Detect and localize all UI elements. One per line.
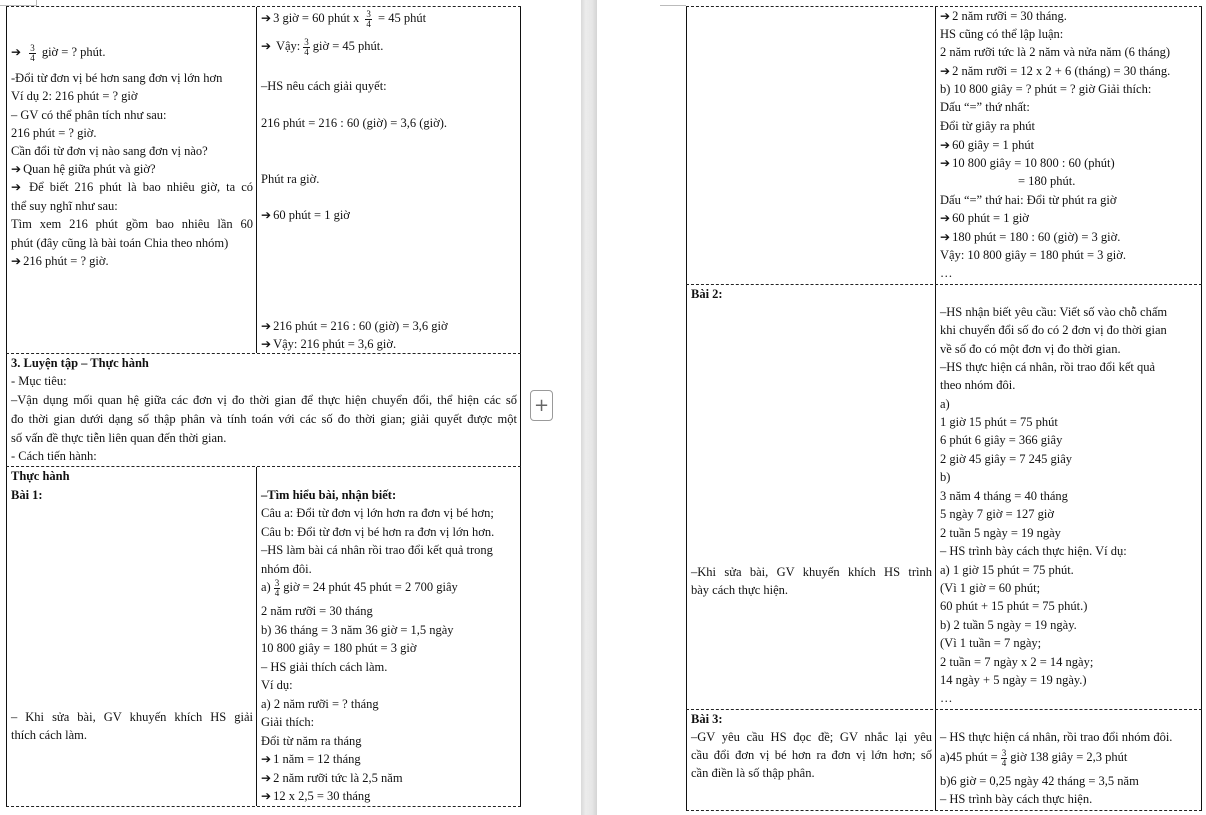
arrow-icon: ➔ [261, 789, 272, 803]
text-line: Ví dụ 2: 216 phút = ? giờ [11, 89, 138, 103]
exercise-title: Bài 2: [691, 287, 723, 301]
text-line: 2 tuần 5 ngày = 19 ngày [940, 526, 1061, 540]
teacher-activity-cell [686, 710, 935, 810]
text-line: 60 phút + 15 phút = 75 phút.) [940, 599, 1088, 613]
page-separator [581, 0, 597, 815]
text-line: nhóm đôi. [261, 562, 312, 576]
text-line: cầu đổi đơn vị bé hơn ra đơn vị lớn hơn; số [691, 748, 932, 762]
heading: Thực hành [11, 469, 70, 483]
text-line: 10 800 giây = 180 phút = 3 giờ [261, 641, 417, 655]
text-line: 14 ngày + 5 ngày = 19 ngày.) [940, 673, 1087, 687]
text-line: b) 36 tháng = 3 năm 36 giờ = 1,5 ngày [261, 623, 454, 637]
text-line: … [940, 691, 953, 705]
arrow-icon: ➔ [261, 337, 272, 351]
teacher-activity-cell [686, 285, 935, 709]
student-activity-cell [256, 7, 521, 353]
text-line: ➔ 2 năm rưỡi = 12 x 2 + 6 (tháng) = 30 tháng. [940, 64, 1171, 78]
text-line: – HS trình bày cách thực hiện. [940, 792, 1093, 806]
table-row-bai-1 [6, 466, 521, 807]
text-line: –Vận dụng mối quan hệ giữa các đơn vị đo thời gian để thực hiện chuyển đổi, thể hiện các số [11, 393, 517, 407]
teacher-activity-cell [686, 7, 935, 284]
text-line: ➔ 10 800 giây = 10 800 : 60 (phút) [940, 156, 1115, 170]
text-line: bày cách thực hiện. [691, 583, 789, 597]
text-line: a)45 phút = $\frac{3}{4}$ giờ 138 giây = 2,3 phút [940, 747, 1128, 768]
document-page-left [0, 0, 580, 815]
text-line: – HS trình bày cách thực hiện. Ví dụ: [940, 544, 1127, 558]
table-row [6, 6, 521, 353]
add-row-button[interactable]: + [530, 390, 553, 421]
text-line: a) 2 năm rưỡi = ? tháng [261, 697, 379, 711]
text-line: Dấu “=” thứ nhất: [940, 100, 1030, 114]
text-line: (Vì 1 tuần = 7 ngày; [940, 636, 1042, 650]
text-line: a) $\frac{3}{4}$ giờ = 24 phút 45 phút = 2 700 giây [261, 577, 458, 598]
text-line: ➔ 12 x 2,5 = 30 tháng [261, 789, 371, 803]
fraction: $\frac{3}{4}$ [1001, 747, 1007, 768]
text-line: thích cách làm. [11, 728, 88, 742]
table-row [686, 6, 1202, 284]
text-line: ➔ 1 năm = 12 tháng [261, 752, 361, 766]
arrow-icon: ➔ [11, 180, 22, 194]
text-line: cần điền là số thập phân. [691, 766, 815, 780]
text-line: Đổi từ năm ra tháng [261, 734, 362, 748]
text-line: –HS nhận biết yêu cầu: Viết số vào chỗ chấm [940, 305, 1168, 319]
text-line: - Cách tiến hành: [11, 449, 97, 463]
text-line: –HS thực hiện cá nhân, rồi trao đổi kết quả [940, 360, 1156, 374]
text-line: 216 phút = 216 : 60 (giờ) = 3,6 (giờ). [261, 116, 447, 130]
text-line: Phút ra giờ. [261, 172, 320, 186]
section-cell [6, 354, 521, 466]
text-line: –Khi sửa bài, GV khuyến khích HS trình [691, 565, 932, 579]
arrow-icon: ➔ [261, 11, 272, 25]
text-line: thể suy nghĩ như sau: [11, 199, 118, 213]
text-line: ➔ 216 phút = ? giờ. [11, 254, 109, 268]
arrow-icon: ➔ [11, 254, 22, 268]
text-line: - Mục tiêu: [11, 374, 67, 388]
text-line: = 180 phút. [1018, 174, 1076, 188]
document-page-right [598, 0, 1206, 815]
arrow-icon: ➔ [940, 9, 951, 23]
text-line: … [940, 266, 953, 280]
text-line: Câu b: Đổi từ đơn vị bé hơn ra đơn vị lớn hơn. [261, 525, 495, 539]
text-line: ➔ 60 phút = 1 giờ [940, 211, 1029, 225]
text-line: 216 phút = ? giờ. [11, 126, 97, 140]
text-line: ➔ Quan hệ giữa phút và giờ? [11, 162, 156, 176]
text-line: 2 năm rưỡi tức là 2 năm và nửa năm (6 tháng) [940, 45, 1170, 59]
arrow-icon: ➔ [940, 230, 951, 244]
text-line: ➔ 60 phút = 1 giờ [261, 208, 350, 222]
text-line: 1 giờ 15 phút = 75 phút [940, 415, 1058, 429]
text-line: theo nhóm đôi. [940, 378, 1016, 392]
text-line: ➔ 60 giây = 1 phút [940, 138, 1035, 152]
text-line: ➔ Để biết 216 phút là bao nhiêu giờ, ta có [11, 180, 253, 194]
teacher-activity-cell [6, 467, 256, 806]
arrow-icon: ➔ [940, 138, 951, 152]
text-line: –GV yêu cầu HS đọc đề; GV nhắc lại yêu [691, 730, 932, 744]
text-line: –HS nêu cách giải quyết: [261, 79, 387, 93]
text-line: ➔ 2 năm rưỡi tức là 2,5 năm [261, 771, 403, 785]
text-line: 5 ngày 7 giờ = 127 giờ [940, 507, 1055, 521]
arrow-icon: ➔ [11, 162, 22, 176]
text-line: Câu a: Đổi từ đơn vị lớn hơn ra đơn vị bé hơn; [261, 506, 494, 520]
table-row-bai-3 [686, 709, 1202, 811]
text-line: 2 tuần = 7 ngày x 2 = 14 ngày; [940, 655, 1094, 669]
arrow-icon: ➔ [261, 319, 272, 333]
arrow-icon: ➔ [11, 45, 22, 59]
student-activity-cell [935, 710, 1202, 810]
fraction: $\frac{3}{4}$ [366, 8, 371, 29]
text-line: Giải thích: [261, 715, 315, 729]
table-row-section-3 [6, 353, 521, 466]
text-line: a) 1 giờ 15 phút = 75 phút. [940, 563, 1074, 577]
text-line: ➔ Vậy: 216 phút = 3,6 giờ. [261, 337, 397, 351]
lesson-table-left [6, 6, 521, 807]
exercise-title: Bài 1: [11, 488, 43, 502]
subheading: –Tìm hiểu bài, nhận biết: [261, 488, 397, 502]
arrow-icon: ➔ [261, 208, 272, 222]
fraction: $\frac{3}{4}$ [274, 577, 280, 598]
student-activity-cell [256, 467, 521, 806]
text-line: khi chuyển đổi số đo có 2 đơn vị đo thời gian [940, 323, 1167, 337]
text-line: b) 2 tuần 5 ngày = 19 ngày. [940, 618, 1077, 632]
text-line: Ví dụ: [261, 678, 293, 692]
text-line: đo thời gian dưới dạng số thập phân và tính toán với các số đo thời gian; giải quyết được một [11, 412, 517, 426]
text-line: ➔ 3 giờ = 60 phút x $\frac{3}{4}$ = 45 phút [261, 8, 427, 29]
table-row-bai-2 [686, 284, 1202, 709]
text-line: Cần đổi từ đơn vị nào sang đơn vị nào? [11, 144, 208, 158]
arrow-icon: ➔ [940, 211, 951, 225]
text-line: ➔ Vậy: $\frac{3}{4}$ giờ = 45 phút. [261, 36, 384, 57]
text-line: phút (đây cũng là bài toán Chia theo nhóm) [11, 236, 229, 250]
text-line: b)6 giờ = 0,25 ngày 42 tháng = 3,5 năm [940, 774, 1139, 788]
text-line: b) [940, 470, 951, 484]
fraction: $\frac{3}{4}$ [30, 42, 35, 63]
arrow-icon: ➔ [940, 156, 951, 170]
fraction-question-line: ➔ $\frac{3}{4}$ giờ = ? phút. [11, 42, 106, 63]
text-line: –HS làm bài cá nhân rồi trao đổi kết quả trong [261, 543, 493, 557]
arrow-icon: ➔ [940, 64, 951, 78]
student-activity-cell [935, 7, 1202, 284]
arrow-icon: ➔ [261, 771, 272, 785]
text-line: 2 giờ 45 giây = 7 245 giây [940, 452, 1073, 466]
text-line: – HS giải thích cách làm. [261, 660, 388, 674]
text-line: – Khi sửa bài, GV khuyến khích HS giải [11, 710, 253, 724]
arrow-icon: ➔ [261, 752, 272, 766]
text-line: ➔ 180 phút = 180 : 60 (giờ) = 3 giờ. [940, 230, 1121, 244]
section-title: 3. Luyện tập – Thực hành [11, 356, 149, 370]
text-line: – GV có thể phân tích như sau: [11, 108, 167, 122]
exercise-title: Bài 3: [691, 712, 723, 726]
page-corner-mark [660, 0, 686, 6]
text-line: HS cũng có thể lập luận: [940, 27, 1064, 41]
text-line: 6 phút 6 giây = 366 giây [940, 433, 1063, 447]
text-line: Tìm xem 216 phút gồm bao nhiêu lần 60 [11, 217, 253, 231]
arrow-icon: ➔ [261, 39, 272, 53]
fraction: $\frac{3}{4}$ [304, 36, 309, 57]
text-line: về số đo có một đơn vị đo thời gian. [940, 342, 1121, 356]
text-line: 2 năm rưỡi = 30 tháng [261, 604, 373, 618]
text-line: -Đổi từ đơn vị bé hơn sang đơn vị lớn hơn [11, 71, 223, 85]
text-line: – HS thực hiện cá nhân, rồi trao đổi nhóm đôi. [940, 730, 1173, 744]
teacher-activity-cell [6, 7, 256, 353]
text-line: ➔ 2 năm rưỡi = 30 tháng. [940, 9, 1067, 23]
text-line: b) 10 800 giây = ? phút = ? giờ Giải thích: [940, 82, 1152, 96]
text-line: a) [940, 397, 950, 411]
student-activity-cell [935, 285, 1202, 709]
text-line: 3 năm 4 tháng = 40 tháng [940, 489, 1068, 503]
text-line: số vấn đề thực tiễn liên quan đến thời gian. [11, 431, 227, 445]
lesson-table-right [686, 6, 1202, 811]
text-line: Vậy: 10 800 giây = 180 phút = 3 giờ. [940, 248, 1126, 262]
text-line: (Vì 1 giờ = 60 phút; [940, 581, 1041, 595]
text-line: Đổi từ giây ra phút [940, 119, 1035, 133]
text-line: Dấu “=” thứ hai: Đổi từ phút ra giờ [940, 193, 1117, 207]
text-line: ➔ 216 phút = 216 : 60 (giờ) = 3,6 giờ [261, 319, 448, 333]
